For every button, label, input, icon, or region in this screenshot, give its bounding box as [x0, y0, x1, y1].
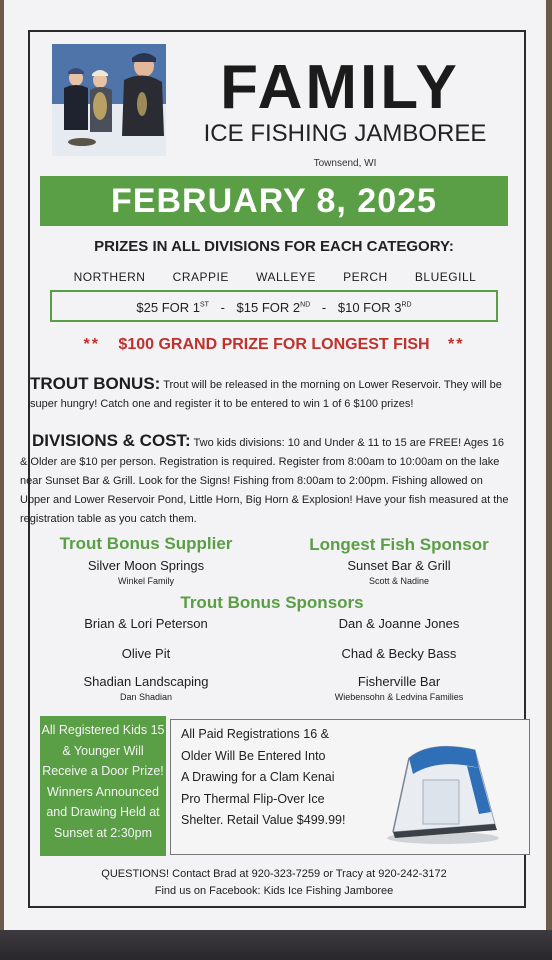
payout-ordinal: ST — [200, 302, 209, 309]
sponsor-sub: Dan Shadian — [119, 692, 173, 702]
kids-prize-line: All Registered Kids 15 — [41, 723, 165, 737]
sponsor-name: Chad & Becky Bass — [341, 646, 457, 661]
divisions-text: Two kids divisions: 10 and Under & 11 to 15 are FREE! Ages 16 & Older are $10 per person. Registration is required. Register from 8:00am to 10:00am on the lake near Sunset Bar & Grill. Look for the Signs! Fishing from 8:00am to 2:00pm. Fishing allowed on Upper and Lower Reservoir Pond, Little Horn, Big Horn & Explosion! Have your fish measured at the registration table as you catch them. — [20, 437, 509, 525]
sponsor-name: Olive Pit — [121, 646, 171, 661]
trout-supplier-heading: Trout Bonus Supplier — [59, 534, 233, 553]
divisions-section — [20, 431, 514, 529]
sponsor-name: Shadian Landscaping — [83, 674, 209, 689]
trout-supplier-sub: Winkel Family — [117, 576, 174, 586]
species-item: NORTHERN — [73, 270, 146, 284]
payout-amount: $15 FOR 2 — [236, 300, 301, 316]
payout-ordinal: ND — [300, 302, 311, 309]
grand-prize-stars: ** — [448, 336, 465, 353]
species-list — [60, 270, 490, 284]
kids-prize-line: and Drawing Held at — [46, 805, 160, 819]
payout-third — [338, 300, 412, 315]
table-surface — [0, 930, 552, 960]
registration-prize-box — [170, 719, 530, 855]
registration-prize-line: Older Will Be Entered Into — [181, 748, 326, 763]
payout-second — [237, 300, 311, 315]
flyer-subtitle: ICE FISHING JAMBOREE — [203, 120, 487, 147]
species-item: BLUEGILL — [414, 270, 477, 284]
registration-prize-text — [181, 724, 381, 832]
family-photo — [52, 44, 166, 156]
trout-supplier-name: Silver Moon Springs — [87, 558, 205, 573]
species-item: WALLEYE — [256, 270, 316, 284]
kids-prize-line: Winners Announced — [47, 784, 159, 799]
event-location: Townsend, WI — [313, 158, 377, 169]
sponsor-sub: Wiebensohn & Ledvina Families — [334, 692, 464, 702]
sponsor-name: Fisherville Bar — [357, 674, 441, 689]
kids-prize-line: Receive a Door Prize! — [42, 764, 164, 778]
registration-prize-line: A Drawing for a Clam Kenai — [181, 770, 335, 784]
trout-bonus-heading: TROUT BONUS: — [30, 374, 161, 393]
registration-prize-line: All Paid Registrations 16 & — [181, 727, 329, 741]
registration-prize-line: Pro Thermal Flip-Over Ice — [181, 791, 325, 806]
longest-fish-name: Sunset Bar & Grill — [347, 558, 451, 573]
kids-prize-line: Sunset at 2:30pm — [54, 825, 152, 840]
longest-fish-sub: Scott & Nadine — [368, 576, 430, 586]
payout-amount: $10 FOR 3 — [337, 300, 402, 316]
kids-door-prize-box — [40, 716, 166, 856]
payout-separator: - — [220, 300, 225, 316]
payout-amount: $25 FOR 1 — [136, 300, 200, 316]
contact-section — [40, 866, 508, 900]
sponsor-name: Dan & Joanne Jones — [338, 616, 460, 631]
payout-first — [136, 300, 209, 315]
flyer-title: FAMILY — [220, 53, 460, 122]
species-item: PERCH — [343, 270, 388, 284]
payout-ordinal: RD — [401, 302, 412, 309]
grand-prize-stars: ** — [83, 336, 100, 353]
longest-fish-heading: Longest Fish Sponsor — [309, 535, 489, 554]
trout-bonus-section — [30, 374, 510, 415]
family-photo-illustration — [52, 44, 166, 156]
payout-box — [50, 290, 498, 322]
ice-shelter-image — [379, 728, 503, 848]
facebook-line: Find us on Facebook: Kids Ice Fishing Jamboree — [154, 885, 394, 897]
kids-prize-line: & Younger Will — [62, 743, 144, 758]
grand-prize — [40, 336, 508, 354]
prizes-heading: PRIZES IN ALL DIVISIONS FOR EACH CATEGORY: — [94, 238, 454, 255]
grand-prize-text: $100 GRAND PRIZE FOR LONGEST FISH — [118, 336, 430, 353]
divisions-heading: DIVISIONS & COST: — [32, 431, 191, 450]
event-date-banner: FEBRUARY 8, 2025 — [40, 176, 508, 226]
species-item: CRAPPIE — [172, 270, 229, 284]
contact-line: QUESTIONS! Contact Brad at 920-323-7259 or Tracy at 920-242-3172 — [101, 868, 447, 880]
sponsor-name: Brian & Lori Peterson — [84, 616, 208, 631]
trout-bonus-text: Trout will be released in the morning on Lower Reservoir. They will be super hungry! Catch one and register it to be entered to win 1 of 6 $100 prizes! — [30, 379, 502, 410]
trout-sponsors-heading: Trout Bonus Sponsors — [180, 593, 364, 612]
registration-prize-line: Shelter. Retail Value $499.99! — [181, 813, 346, 827]
payout-separator: - — [321, 300, 327, 316]
